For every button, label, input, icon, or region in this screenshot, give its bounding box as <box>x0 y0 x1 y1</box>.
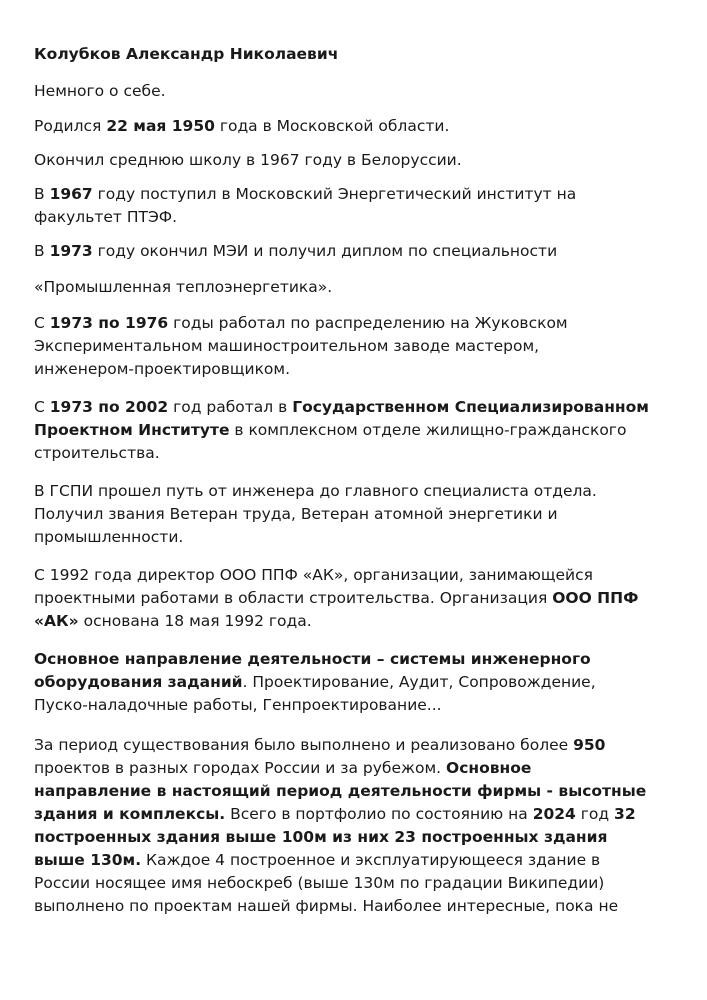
paragraph-work-gspi: С 1973 по 2002 год работал в Государственном Специализированном Проектном Институте в комплексном отделе жилищно-гражданского строительства. <box>34 398 649 462</box>
paragraph-school: Окончил среднюю школу в 1967 году в Белоруссии. <box>34 151 462 169</box>
paragraph-main-activity: Основное направление деятельности – системы инженерного оборудования заданий. Проектирование, Аудит, Сопровождение, Пуско-наладочные работы, Генпроектирование... <box>34 650 596 714</box>
paragraph-birth: Родился 22 мая 1950 года в Московской области. <box>34 117 450 135</box>
paragraph-portfolio: За период существования было выполнено и реализовано более 950 проектов в разных городах России и за рубежом. Основное направление в настоящий период деятельности фирмы - высотные здания и комплексы. Всего в портфолио по состоянию на 2024 год 32 построенных здания выше 100м из них 23 построенных здания выше 130м. Каждое 4 построенное и эксплуатирующееся здание в России носящее имя небоскреб (выше 130м по градации Википедии) выполнено по проектам нашей фирмы. Наиболее интересные, пока не <box>34 736 647 915</box>
paragraph-about: Немного о себе. <box>34 82 166 100</box>
paragraph-work-zhukovsky: С 1973 по 1976 годы работал по распределению на Жуковском Экспериментальном машиностроительном заводе мастером, инженером-проектировщиком. <box>34 314 568 378</box>
paragraph-career: В ГСПИ прошел путь от инженера до главного специалиста отдела. Получил звания Ветеран труда, Ветеран атомной энергетики и промышленности. <box>34 482 597 546</box>
paragraph-director: С 1992 года директор ООО ППФ «АК», организации, занимающейся проектными работами в области строительства. Организация ООО ППФ «АК» основана 18 мая 1992 года. <box>34 566 639 630</box>
paragraph-specialty: «Промышленная теплоэнергетика». <box>34 278 333 296</box>
document-title: Колубков Александр Николаевич <box>34 45 339 63</box>
paragraph-graduation: В 1973 году окончил МЭИ и получил диплом по специальности <box>34 242 558 260</box>
paragraph-university-entry: В 1967 году поступил в Московский Энергетический институт на факультет ПТЭФ. <box>34 185 577 226</box>
